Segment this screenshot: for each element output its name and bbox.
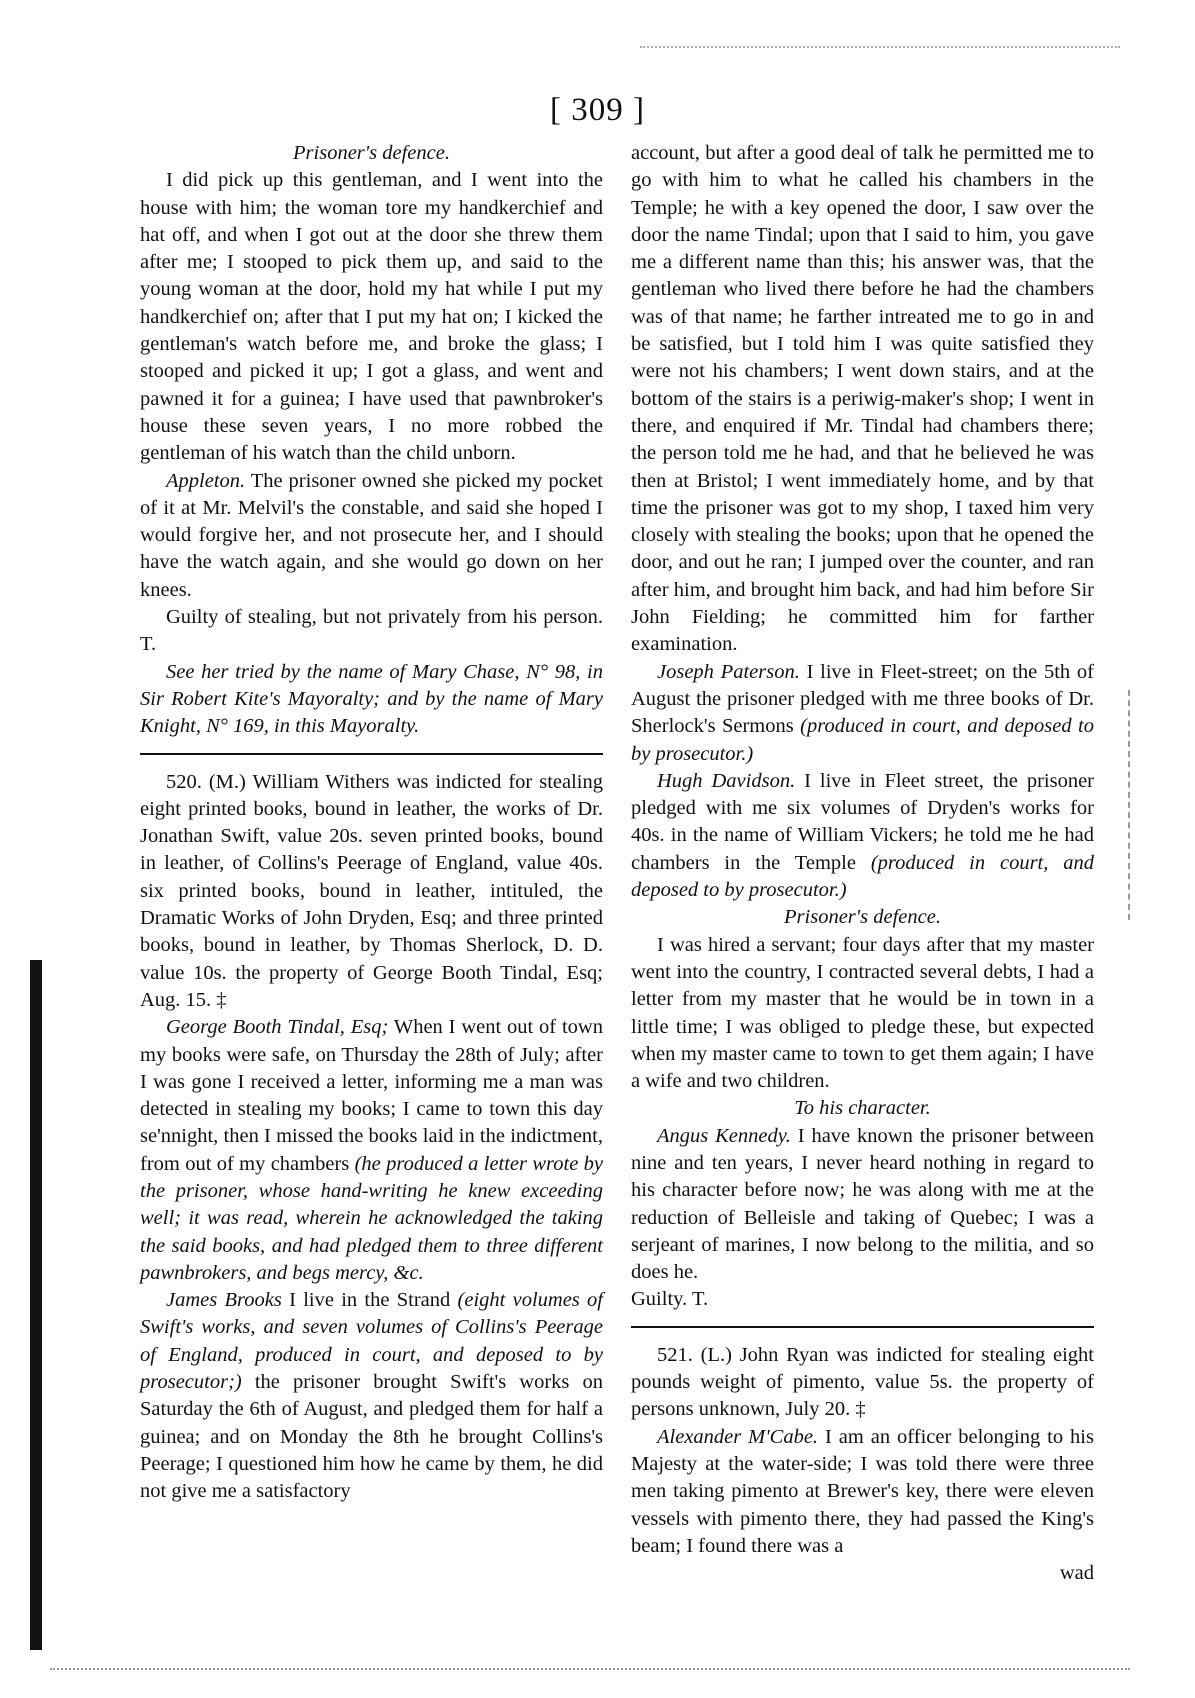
testimony-note: (produced in court, and deposed to by prosecutor.) bbox=[631, 715, 1094, 765]
character-heading: To his character. bbox=[794, 1097, 931, 1120]
verdict: Guilty of stealing, but not privately from his person. T. bbox=[140, 606, 603, 656]
defence-paragraph: I was hired a servant; four days after that my master went into the country, I contracted several debts, I had a letter from my master that he would be in town in a little time; I was obliged to pledge these, but expected when my master came to town to get them again; I have a wife and two children. bbox=[631, 933, 1094, 1093]
case-divider bbox=[631, 1326, 1094, 1328]
defence-heading: Prisoner's defence. bbox=[293, 142, 450, 164]
kennedy-testimony bbox=[631, 1123, 1094, 1287]
appleton-testimony bbox=[140, 468, 603, 604]
testimony-note: (eight volumes of Swift's works, and seven volumes of Collins's Peerage of England, produced in court, and deposed to by prosecutor;) bbox=[140, 1289, 603, 1394]
tindal-testimony bbox=[140, 1014, 603, 1287]
scan-speckle-bottom bbox=[50, 1668, 1130, 1672]
witness-name: Hugh Davidson. bbox=[657, 769, 796, 792]
testimony-text: I am an officer belonging to his Majesty at the water-side; I was told there were three men taking pimento at Brewer's key, there were eleven vessels with pimento there, they had passed the King's beam; I found there was a bbox=[631, 1425, 1094, 1557]
brooks-testimony bbox=[140, 1287, 603, 1505]
page-number: [ 309 ] bbox=[550, 92, 645, 128]
cross-reference-note: See her tried by the name of Mary Chase, N° 98, in Sir Robert Kite's Mayoralty; and by the name of Mary Knight, N° 169, in this Mayoralty. bbox=[140, 660, 603, 738]
verdict: Guilty. T. bbox=[631, 1288, 709, 1311]
testimony-note: (he produced a letter wrote by the prisoner, whose hand-writing he knew exceeding well; it was read, wherein he acknowledged the taking the said books, and had pledged them to three different pawnbrokers, and begs mercy, &c. bbox=[140, 1152, 603, 1284]
defence-paragraph: I did pick up this gentleman, and I went into the house with him; the woman tore my handkerchief and hat off, and when I got out at the door she threw them after me; I stooped to pick them up, and said to the young woman at the door, hold my hat while I put my handkerchief on; after that I put my hat on; I kicked the gentleman's watch before me, and broke the glass; I stooped and picked it up; I got a glass, and went and pawned it for a guinea; I have used that pawnbroker's house these seven years, I no more robbed the gentleman of his watch than the child unborn. bbox=[140, 169, 603, 465]
witness-name: George Booth Tindal, Esq; bbox=[166, 1016, 389, 1039]
witness-name: Alexander M'Cabe. bbox=[657, 1425, 819, 1448]
testimony-text: I have known the prisoner between nine and ten years, I never heard nothing in regard to his character before now; he was along with me at the reduction of Belleisle and taking of Quebec; I was a serjeant of marines, I now belong to the militia, and so does he. bbox=[631, 1124, 1094, 1284]
testimony-text: I live in the Strand bbox=[281, 1289, 458, 1312]
davidson-testimony bbox=[631, 768, 1094, 904]
witness-name: James Brooks bbox=[166, 1289, 282, 1312]
testimony-note: (produced in court, and deposed to by prosecutor.) bbox=[631, 851, 1094, 902]
scan-speckle-top bbox=[640, 46, 1120, 50]
defence-heading: Prisoner's defence. bbox=[784, 906, 941, 929]
testimony-text: The prisoner owned she picked my pocket of it at Mr. Melvil's the constable, and said she hoped I would forgive her, and not prosecute her, and I should have the watch again, and she would go down on her knees. bbox=[140, 469, 603, 601]
witness-name: Angus Kennedy. bbox=[657, 1124, 791, 1147]
catchword: wad bbox=[1059, 1562, 1094, 1585]
testimony-text: I live in Fleet-street; on the 5th of August the prisoner pledged with me three books of Dr. Sherlock's Sermons bbox=[631, 660, 1095, 738]
case-520-indictment: 520. (M.) William Withers was indicted for stealing eight printed books, bound in leather, the works of Dr. Jonathan Swift, value 20s. seven printed books, bound in leather, of Collins's Peerage of England, value 40s. six printed books, bound in leather, intituled, the Dramatic Works of John Dryden, Esq; and three printed books, bound in leather, by Thomas Sherlock, D. D. value 10s. the property of George Booth Tindal, Esq; Aug. 15. ‡ bbox=[140, 770, 603, 1011]
case-divider bbox=[140, 753, 603, 755]
witness-name: Appleton. bbox=[166, 469, 246, 492]
testimony-text: I live in Fleet street, the prisoner pledged with me six volumes of Dryden's works for 40s. in the name of William Vickers; he told me he had chambers in the Temple bbox=[631, 769, 1094, 874]
testimony-text: the prisoner brought Swift's works on Saturday the 6th of August, and pledged them for half a guinea; and on Monday the 8th he brought Collins's Peerage; I questioned him how he came by them, he did not give me a satisfactory bbox=[140, 1371, 603, 1503]
scan-speckle-right bbox=[1128, 690, 1132, 920]
left-column bbox=[140, 140, 603, 1506]
case-521-indictment: 521. (L.) John Ryan was indicted for stealing eight pounds weight of pimento, value 5s. the property of persons unknown, July 20. ‡ bbox=[631, 1343, 1094, 1421]
brooks-testimony-continued: account, but after a good deal of talk he permitted me to go with him to what he called his chambers in the Temple; he with a key opened the door, I saw over the door the name Tindal; upon that I said to him, you gave me a different name than this; his answer was, that the gentleman who lived there before he had the chambers was of that name; he farther intreated me to go in and be satisfied, but I told him I was quite satisfied they were not his chambers; I went down stairs, and at the bottom of the stairs is a periwig-maker's shop; I went in there, and enquired if Mr. Tindal had chambers there; the person told me he had, and that he believed he was then at Bristol; I went immediately home, and by that time the prisoner was got to my shop, I taxed him very closely with stealing the books; upon that he opened the door, and out he ran; I jumped over the counter, and ran after him, and brought him back, and had him before Sir John Fielding; he committed him for farther examination. bbox=[631, 142, 1094, 656]
mccabe-testimony bbox=[631, 1424, 1094, 1560]
testimony-text: When I went out of town my books were safe, on Thursday the 28th of July; after I was gone I received a letter, informing me a man was detected in stealing my books; I came to town this day se'nnight, then I missed the books laid in the indictment, from out of my chambers bbox=[140, 1016, 603, 1175]
witness-name: Joseph Paterson. bbox=[657, 660, 800, 683]
scan-left-edge-shadow bbox=[30, 960, 42, 1650]
right-column bbox=[631, 140, 1094, 1587]
paterson-testimony bbox=[631, 659, 1094, 768]
